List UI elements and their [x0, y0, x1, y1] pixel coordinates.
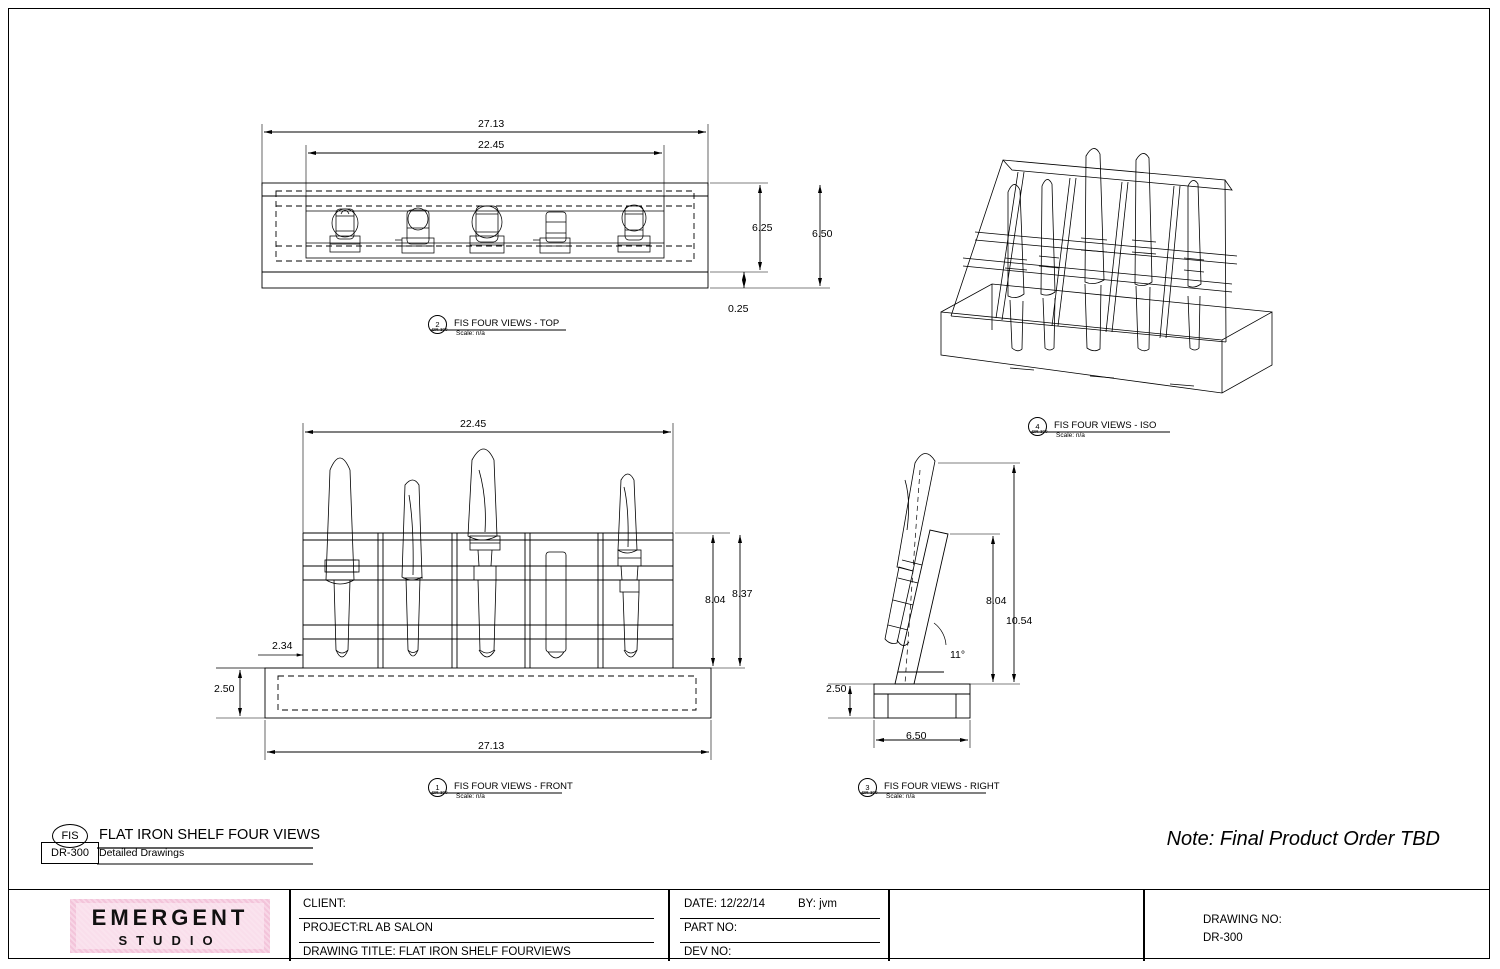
- sheet-border: [8, 8, 1490, 959]
- dim-front-2713: 27.13: [478, 740, 505, 752]
- drawing-no-value: DR-300: [1203, 932, 1243, 944]
- dim-right-804: 8.04: [986, 595, 1007, 607]
- date-row: [684, 898, 765, 910]
- view-bubble-top-sheet: DR-300: [432, 327, 448, 332]
- dim-right-250: 2.50: [826, 683, 847, 695]
- dim-top-2713: 27.13: [478, 118, 505, 130]
- part-no-label: PART NO:: [684, 922, 738, 934]
- view-bubble-iso-number: 4: [1035, 422, 1040, 431]
- by-label: BY:: [798, 898, 816, 910]
- view-bubble-right-sheet: DR-300: [862, 790, 878, 795]
- view-scale-right: Scale: n/a: [886, 793, 915, 800]
- dim-front-2245: 22.45: [460, 418, 487, 430]
- title-block: [8, 889, 1490, 961]
- project-label: PROJECT:: [303, 922, 359, 934]
- dim-right-angle: 11°: [950, 649, 966, 661]
- date-label: DATE:: [684, 898, 718, 910]
- dim-front-837: 8.37: [732, 588, 753, 600]
- view-bubble-front-sheet: DR-300: [432, 790, 448, 795]
- dim-top-2245: 22.45: [478, 139, 505, 151]
- dim-front-804: 8.04: [705, 594, 726, 606]
- sheet-tag-code: FIS: [52, 824, 88, 848]
- dev-no-label: DEV NO:: [684, 946, 732, 958]
- view-scale-top: Scale: n/a: [456, 330, 485, 337]
- by-value: jvm: [819, 898, 837, 910]
- drawing-title-label: DRAWING TITLE:: [303, 946, 396, 958]
- view-bubble-front-number: 1: [435, 783, 440, 792]
- view-title-top: FIS FOUR VIEWS - TOP: [454, 318, 560, 329]
- project-value: RL AB SALON: [358, 922, 433, 934]
- dim-top-025: 0.25: [728, 303, 749, 315]
- drawing-title-row: [303, 946, 571, 958]
- view-scale-front: Scale: n/a: [456, 793, 485, 800]
- view-scale-iso: Scale: n/a: [1056, 432, 1085, 439]
- page-subtitle: Detailed Drawings: [99, 847, 185, 859]
- view-title-right: FIS FOUR VIEWS - RIGHT: [884, 781, 1000, 792]
- dim-top-625: 6.25: [752, 222, 773, 234]
- drawing-no-label: DRAWING NO:: [1203, 914, 1282, 926]
- note-text: Note: Final Product Order TBD: [1166, 828, 1440, 850]
- dim-right-650: 6.50: [906, 730, 927, 742]
- project-row: [303, 922, 433, 934]
- client-label: CLIENT:: [303, 898, 346, 910]
- logo-line1: EMERGENT: [91, 905, 249, 930]
- page-title: FLAT IRON SHELF FOUR VIEWS: [99, 827, 321, 843]
- view-title-iso: FIS FOUR VIEWS - ISO: [1054, 420, 1157, 431]
- drawing-title-value: FLAT IRON SHELF FOURVIEWS: [398, 946, 571, 958]
- dim-front-250: 2.50: [214, 683, 235, 695]
- view-title-front: FIS FOUR VIEWS - FRONT: [454, 781, 573, 792]
- dim-front-234: 2.34: [272, 640, 293, 652]
- sheet-tag-number: DR-300: [41, 842, 99, 864]
- view-bubble-iso-sheet: DR-300: [1032, 429, 1048, 434]
- date-value: 12/22/14: [720, 898, 765, 910]
- logo: [70, 899, 270, 953]
- view-bubble-right-number: 3: [865, 783, 870, 792]
- by-row: [798, 898, 837, 910]
- view-bubble-top-number: 2: [435, 320, 440, 329]
- dim-top-650: 6.50: [812, 228, 833, 240]
- logo-line2: STUDIO: [118, 933, 222, 948]
- dim-right-1054: 10.54: [1006, 615, 1033, 627]
